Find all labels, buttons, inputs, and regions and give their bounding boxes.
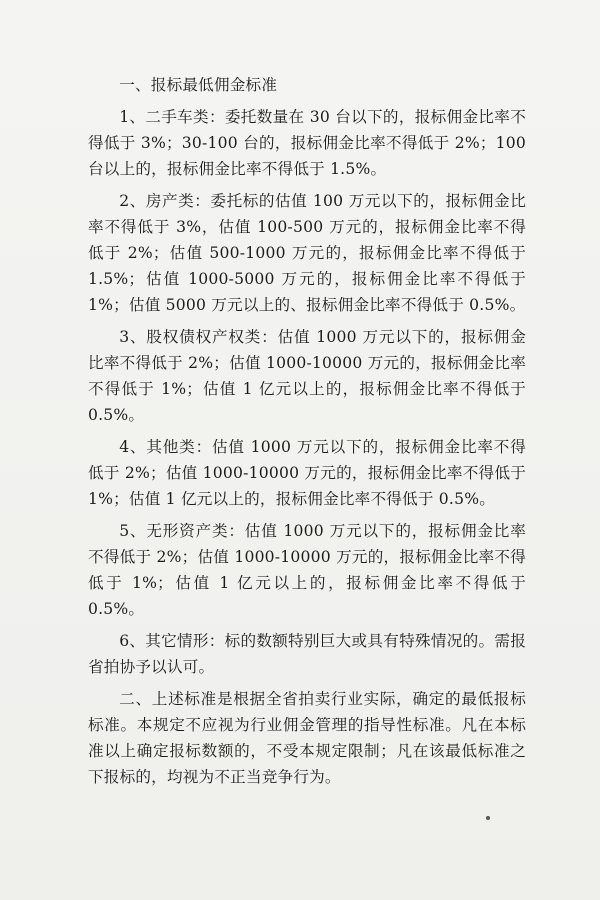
scan-speck [486,816,490,820]
paragraph-other: 4、其他类：估值 1000 万元以下的，报标佣金比率不得低于 2%；估值 1000-10000 万元的，报标佣金比率不得低于 1%；估值 1 亿元以上的，报标佣金比率不得低于 0.5%。 [88,438,526,508]
section-two-paragraph: 二、上述标准是根据全省拍卖行业实际，确定的最低报标标准。本规定不应视为行业佣金管理的指导性标准。凡在本标准以上确定报标数额的，不受本规定限制；凡在该最低标准之下报标的，均视为不正当竞争行为。 [88,690,526,786]
paragraph-equity-debt: 3、股权债权产权类：估值 1000 万元以下的，报标佣金比率不得低于 2%；估值 1000-10000 万元的，报标佣金比率不得低于 1%；估值 1 亿元以上的，报标佣金比率不得低于 0.5%。 [88,328,526,424]
paragraph-real-estate: 2、房产类：委托标的估值 100 万元以下的，报标佣金比率不得低于 3%，估值 100-500 万元的，报标佣金比率不得低于 2%；估值 500-1000 万元的，报标佣金比率不得低于 1.5%；估值 1000-5000 万元的，报标佣金比率不得低于 1%；估值 5000 万元以上的、报标佣金比率不得低于 0.5%。 [88,192,526,314]
paragraph-intangible-assets: 5、无形资产类：估值 1000 万元以下的，报标佣金比率不得低于 2%；估值 1000-10000 万元的，报标佣金比率不得低于 1%；估值 1 亿元以上的，报标佣金比率不得低于 0.5%。 [88,522,526,618]
document-body [88,72,526,796]
paragraph-used-cars: 1、二手车类：委托数量在 30 台以下的，报标佣金比率不得低于 3%；30-100 台的，报标佣金比率不得低于 2%；100 台以上的，报标佣金比率不得低于 1.5%。 [88,108,526,178]
section-heading-1: 一、报标最低佣金标准 [119,76,278,94]
paragraph-special-cases: 6、其它情形：标的数额特别巨大或具有特殊情况的。需报省拍协予以认可。 [88,632,526,676]
